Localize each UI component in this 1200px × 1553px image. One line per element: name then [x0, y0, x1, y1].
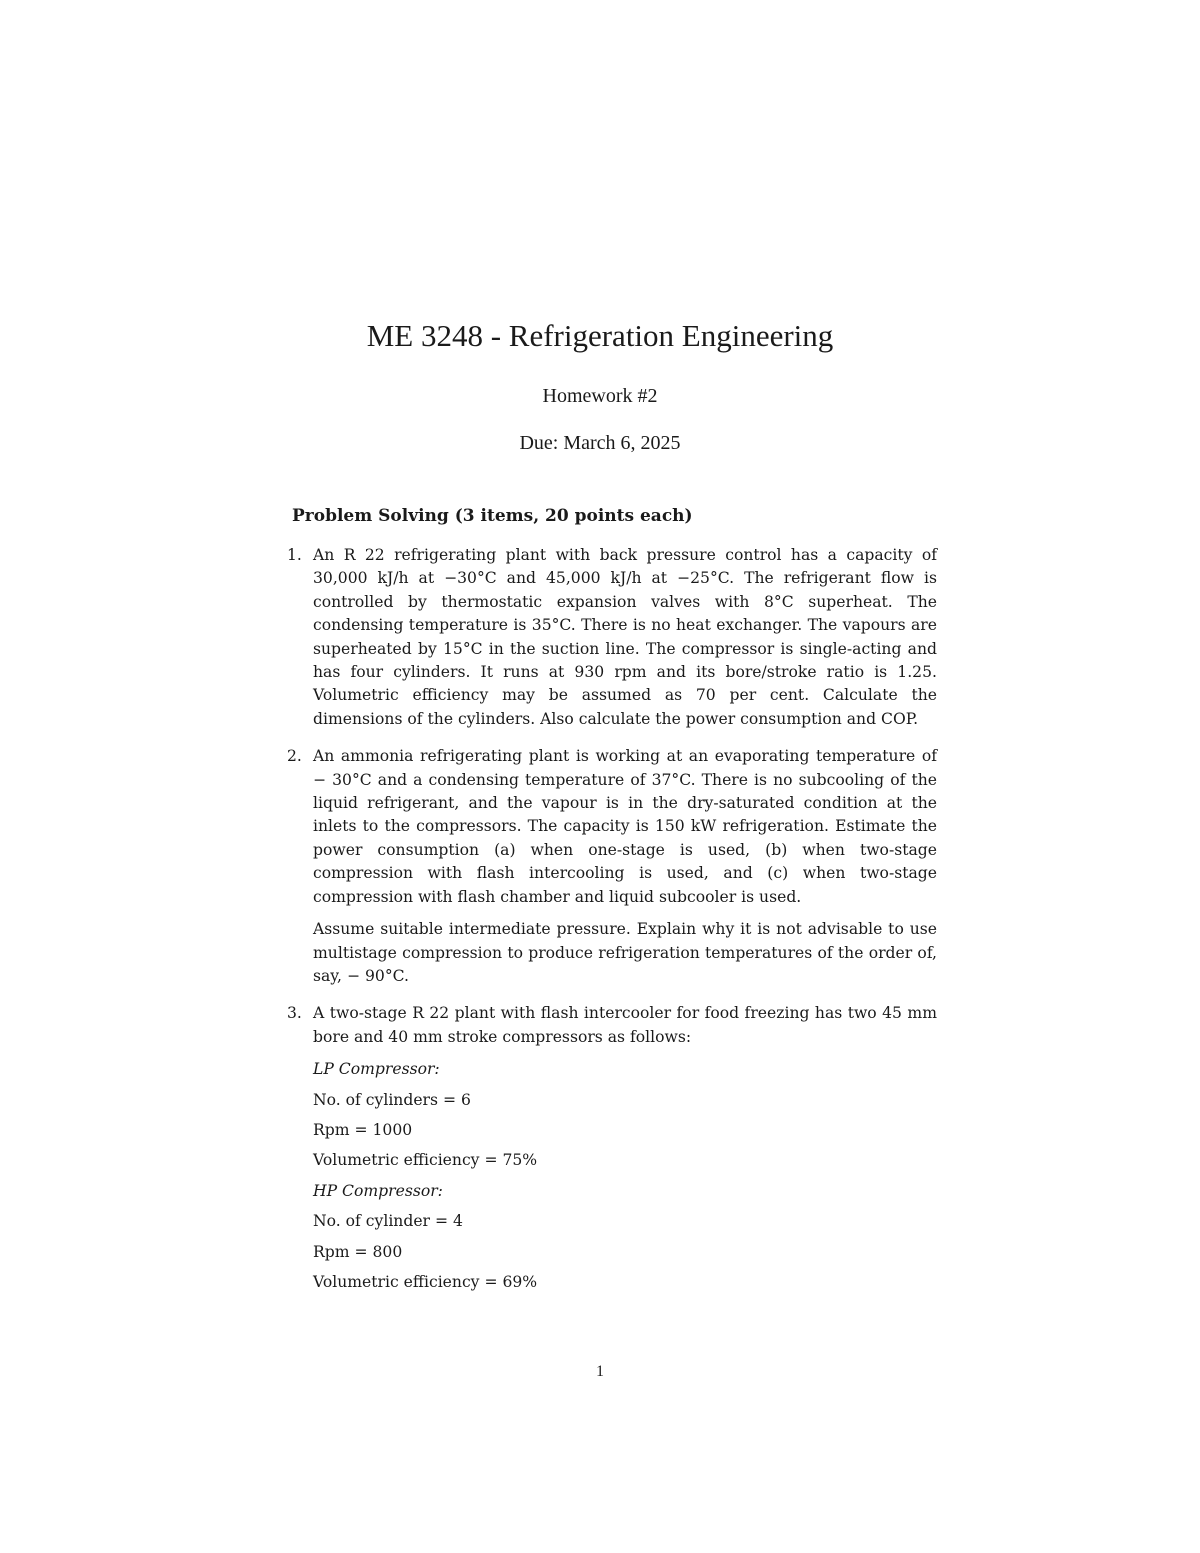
hp-volumetric-efficiency: Volumetric efficiency = 69% — [313, 1272, 538, 1291]
document-title: ME 3248 - Refrigeration Engineering — [366, 318, 834, 353]
hp-compressor-heading: HP Compressor: — [313, 1181, 443, 1200]
problem-text: A two-stage R 22 plant with flash intercooler for food freezing has two 45 mm bore and 40 mm stroke compressors as follows: — [313, 1004, 937, 1046]
lp-rpm: Rpm = 1000 — [313, 1120, 413, 1139]
page-number: 1 — [596, 1363, 604, 1380]
due-date: Due: March 6, 2025 — [519, 432, 681, 454]
lp-cylinders: No. of cylinders = 6 — [313, 1090, 471, 1109]
problem-text: An R 22 refrigerating plant with back pressure control has a capacity of 30,000 kJ/h at −30°C and 45,000 kJ/h at −25°C. The refrigerant flow is controlled by thermostatic expansion valves with 8°C superheat. The condensing temperature is 35°C. There is no heat exchanger. The vapours are superheated by 15°C in the suction line. The compressor is single-acting and has four cylinders. It runs at 930 rpm and its bore/stroke ratio is 1.25. Volumetric efficiency may be assumed as 70 per cent. Calculate the dimensions of the cylinders. Also calculate the power consumption and COP. — [313, 546, 937, 728]
problem-number: 1. — [287, 546, 302, 564]
section-heading: Problem Solving (3 items, 20 points each) — [292, 506, 693, 526]
problem-item-2 — [287, 745, 937, 988]
problem-text-followup: Assume suitable intermediate pressure. Explain why it is not advisable to use multistage compression to produce refrigeration temperatures of the order of, say, − 90°C. — [313, 920, 937, 985]
lp-volumetric-efficiency: Volumetric efficiency = 75% — [313, 1151, 538, 1170]
problem-number: 2. — [287, 747, 302, 766]
hp-cylinders: No. of cylinder = 4 — [313, 1212, 463, 1231]
problem-number: 3. — [287, 1004, 302, 1023]
hp-rpm: Rpm = 800 — [313, 1242, 403, 1261]
problem-item-1 — [287, 544, 937, 731]
homework-label: Homework #2 — [542, 385, 658, 407]
lp-compressor-heading: LP Compressor: — [313, 1060, 440, 1079]
problem-text: An ammonia refrigerating plant is working at an evaporating temperature of − 30°C and a condensing temperature of 37°C. There is no subcooling of the liquid refrigerant, and the vapour is in the dry-saturated condition at the inlets to the compressors. The capacity is 150 kW refrigeration. Estimate the power consumption (a) when one-stage is used, (b) when two-stage compression with flash intercooling is used, and (c) when two-stage compression with flash chamber and liquid subcooler is used. — [313, 747, 937, 906]
problem-item-3 — [287, 1002, 937, 1294]
problem-list — [287, 544, 937, 1308]
